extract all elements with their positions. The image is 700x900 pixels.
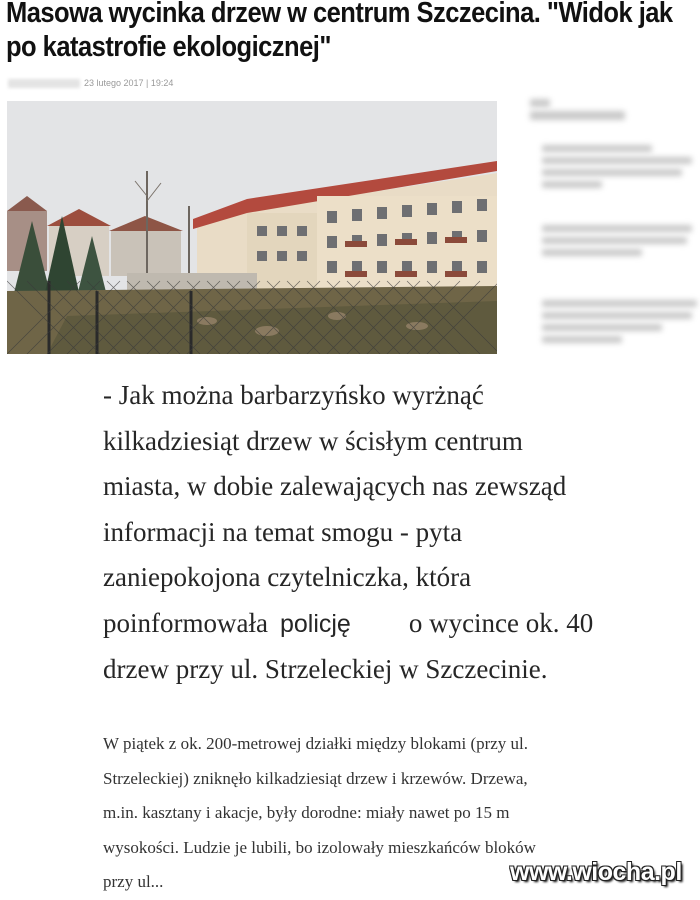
quote-text: poinformowała bbox=[103, 607, 268, 638]
body-line: wysokości. Ludzie je lubili, bo izolowały mieszkańców bloków bbox=[103, 837, 536, 857]
blurred-sidebar bbox=[520, 95, 698, 360]
body-line: m.in. kasztany i akacje, były dorodne: miały nawet po 15 m bbox=[103, 803, 510, 822]
blurred-sidebar-item bbox=[542, 169, 682, 176]
blurred-sidebar-item bbox=[542, 249, 642, 256]
publish-date: 23 lutego 2017 | 19:24 bbox=[84, 78, 174, 88]
blurred-sidebar-item bbox=[542, 300, 697, 307]
quote-line: kilkadziesiąt drzew w ścisłym centrum bbox=[103, 425, 523, 456]
quote-line: drzew przy ul. Strzeleckiej w Szczecinie. bbox=[103, 654, 548, 684]
blurred-sidebar-item bbox=[542, 157, 692, 164]
blurred-author bbox=[8, 79, 80, 88]
pull-quote bbox=[103, 373, 693, 693]
article-headline bbox=[6, 0, 673, 64]
blurred-sidebar-heading bbox=[530, 111, 625, 120]
body-line: Strzeleckiej) zniknęło kilkadziesiąt drzew i krzewów. Drzewa, bbox=[103, 768, 528, 788]
article-meta bbox=[8, 78, 173, 88]
quote-line bbox=[103, 601, 693, 648]
blurred-sidebar-item bbox=[542, 181, 602, 188]
quote-line: zaniepokojona czytelniczka, która bbox=[103, 562, 472, 592]
blurred-sidebar-item bbox=[542, 324, 662, 331]
photo-apartment-blocks bbox=[7, 101, 497, 354]
blurred-sidebar-item bbox=[542, 225, 692, 232]
headline-line-1: Masowa wycinka drzew w centrum Szczecina. "Widok jak bbox=[6, 0, 673, 29]
quote-line: miasta, w dobie zalewających nas zewsząd bbox=[103, 471, 567, 501]
body-line: przy ul... bbox=[103, 872, 164, 891]
quote-text: o wycince ok. 40 bbox=[408, 607, 594, 638]
police-link[interactable]: policję bbox=[279, 609, 351, 638]
blurred-sidebar-item bbox=[542, 145, 652, 152]
blurred-sidebar-item bbox=[542, 312, 692, 319]
headline-line-2: po katastrofie ekologicznej" bbox=[6, 31, 331, 63]
blurred-sidebar-item bbox=[542, 336, 622, 343]
blurred-sidebar-heading bbox=[530, 99, 550, 107]
article-photo bbox=[7, 101, 497, 354]
site-watermark: www.wiocha.pl bbox=[510, 858, 682, 886]
body-line: W piątek z ok. 200-metrowej działki między blokami (przy ul. bbox=[103, 734, 529, 753]
quote-line: - Jak można barbarzyńsko wyrżnąć bbox=[103, 380, 484, 410]
quote-line: informacji na temat smogu - pyta bbox=[103, 516, 463, 547]
blurred-sidebar-item bbox=[542, 237, 687, 244]
